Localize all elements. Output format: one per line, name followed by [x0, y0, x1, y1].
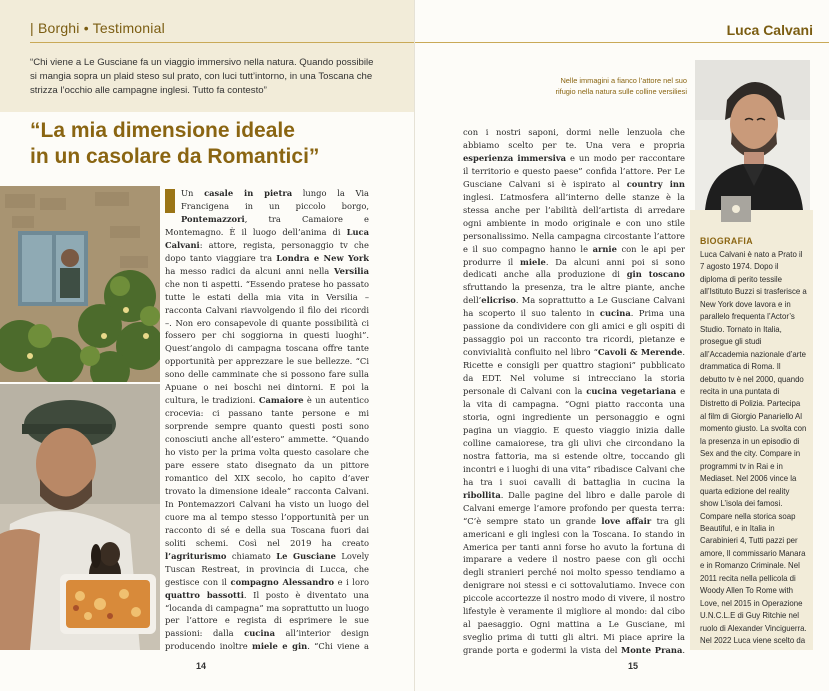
top-pull-quote: “Chi viene a Le Gusciane fa un viaggio immersivo nella natura. Quando possibile si mangia sopra un plaid steso sul prato, con luci tutt’intorno, in una Toscana che strizza l’occhio alle campagne inglesi. Tutto fa contesto”	[30, 57, 374, 96]
section-rule	[30, 42, 414, 43]
article-text-left: Un casale in pietra lungo la Via Francigena in un piccolo borgo, Pontemazzori, tra Camaiore e Montemagno. È il luogo dell’anima di Luca Calvani: attore, regista, personaggio tv che dopo tanto viaggiare tra Londra e New York ha messo radici da alcuni anni nella Versilia che non ti aspetti. “Essendo pratese ho passato tutte le estati della mia vita in Versilia – racconta Calvani riavvolgendo il filo dei ricordi –. Non ero consapevole di quante possibilità ci fossero per chi soggiorna in questi luoghi”. Quest’angolo di campagna toscana offre tante opportunità per apprezzare le sue bellezze. “Ci sono delle camminate che si possono fare sulla Apuane o nei boschi nei dintorni. E poi la cultura, le tradizioni. Camaiore è un autentico crocevia: ci passano tante persone e mi sorprende sempre quanto questi posti sono conosciuti anche all’estero” ammette. “Quando ho visto per la prima volta questo casolare che pare essere stato disegnato da un pittore romantico del XIX secolo, ho capito d’aver trovato la dimensione ideale” racconta Calvani. In Pontemazzori Calvani ha visto un luogo del cuore ma al tempo stesso l’opportunità per un racconto di sé e della sua Toscana fuori dai soliti schemi. Così nel 2019 ha creato l’agriturismo chiamato Le Gusciane Lovely Tuscan Restreat, in provincia di Lucca, che gestisce con il compagno Alessandro e i loro quattro bassotti. Il posto è diventato una “locanda di campagna” ma soprattutto un luogo per l’attore e regista di esprimere le sue passioni: dalla cucina all’interior design producendo inoltre miele e gin. “Chi viene a	[165, 188, 369, 652]
article-body-left	[165, 187, 369, 652]
biography-title: BIOGRAFIA	[700, 236, 753, 246]
article-body-right	[463, 126, 685, 656]
biography-text: Luca Calvani è nato a Prato il 7 agosto 1974. Dopo il diploma di perito tessile all’Istituto Buzzi si trasferisce a New York dove lavora e in parallelo frequenta l’Actor’s Studio. Tornato in Italia, prosegue gli studi all’Accademia nazionale d’arte drammatica di Roma. Il debutto tv è nel 2000, quando recita in una puntata di Distretto di Polizia. Partecipa al film di Giorgio Panariello Al momento giusto. La svolta con la presenza in un episodio di Sex and the city. Compare in programmi tv in Rai e in Mediaset. Nel 2006 vince la quarta edizione del reality show L’isola dei famosi. Compare nella storica soap Beautiful, e in Italia in Carabinieri 4, Tutti pazzi per amore, Il commissario Manara e in Romanzo Criminale. Nel 2011 recita nella pellicola di Woody Allen To Rome with Love, nel 2015 in Operazione U.N.C.L.E di Guy Ritchie nel ruolo di Alexander Vinciguerra. Nel 2022 Luca viene scelto da	[700, 250, 807, 646]
section-separator: •	[83, 20, 89, 36]
portrait-photo	[695, 60, 810, 210]
section-prefix: |	[30, 20, 34, 36]
right-page	[414, 0, 829, 691]
drop-cap-marker	[165, 189, 175, 213]
headline-line-1: “La mia dimensione ideale	[30, 119, 295, 142]
biography-tab-marker	[721, 196, 751, 222]
photo-kitchen-with-dog	[0, 384, 160, 650]
headline	[30, 118, 400, 170]
page-number-right: 15	[628, 661, 639, 671]
headline-line-2: in un casolare da Romantici”	[30, 145, 320, 168]
left-page	[0, 0, 414, 691]
page-number-left: 14	[196, 661, 207, 671]
section-subcategory: Testimonial	[92, 20, 165, 36]
author-name-header: Luca Calvani	[726, 22, 813, 38]
section-label	[30, 20, 165, 36]
photo-caption: Nelle immagini a fianco l’attore nel suo rifugio nella natura sulle colline versiliesi	[555, 76, 687, 96]
author-rule	[415, 42, 829, 43]
article-text-right: con i nostri saponi, dormi nelle lenzuola che abbiamo scelto per te. Una vera e propria esperienza immersiva e un modo per raccontare il territorio e questo paese” confida l’attore. Per Le Gusciane Calvani si è ispirato al country inn inglesi. L’atmosfera all’interno delle stanze è la stessa anche per l’abilità dell’artista di arredare ogni ambiente in modo originale e con uno stile personalissimo. Nella campagna circostante l’attore e il suo compagno hanno le arnie con le api per produrre il miele. Da alcuni anni poi si sono dedicati anche alla produzione di gin toscano sfruttando la presenza, tra le altre piante, anche dell’elicriso. Ma soprattutto a Le Gusciane Calvani ha scoperto il suo talento in cucina. Prima una passione da condividere con gli amici e gli ospiti di passaggio poi un racconto tra ricordi, pietanze e convivialità confluito nel libro “Cavoli & Merende. Ricette e consigli per quattro stagioni” pubblicato da EDT. Nel volume si intrecciano la storia personale di Calvani con la cucina vegetariana e la vita di campagna. “Ogni piatto racconta una storia, ogni ingrediente un personaggio e ogni pagina un viaggio. E questo viaggio inizia dalle colline camaiorese, tra gli ulivi che circondano la nostra fattoria, ma si estende oltre, toccando gli incontri e i luoghi di una vita” ribadisce Calvani che ha tra i suoi cavalli di battaglia in cucina la ribollita. Dalle pagine del libro e dalle parole di Calvani emerge l’amore profondo per questa terra: “C’è sempre stato un grande love affair tra gli americani e gli inglesi con la Toscana. Io stando in America per tanti anni forse ho avuto la fortuna di imparare a vedere il nostro paese con gli occhi degli stranieri perché noi molto spesso tendiamo a denigrare noi stessi e ci sottovalutiamo. Invece con piccole accortezze il nostro modo di vivere, il nostro lifestyle è veramente il migliore al mondo: dal cibo al paesaggio. Ogni mattina a Le Gusciane, mi sveglio prima di tutti gli altri. Mi piace aprire la grande porta e godermi la vista del Monte Prana.	[463, 127, 685, 656]
photo-farmhouse-window	[0, 186, 160, 382]
section-category: Borghi	[37, 20, 80, 36]
